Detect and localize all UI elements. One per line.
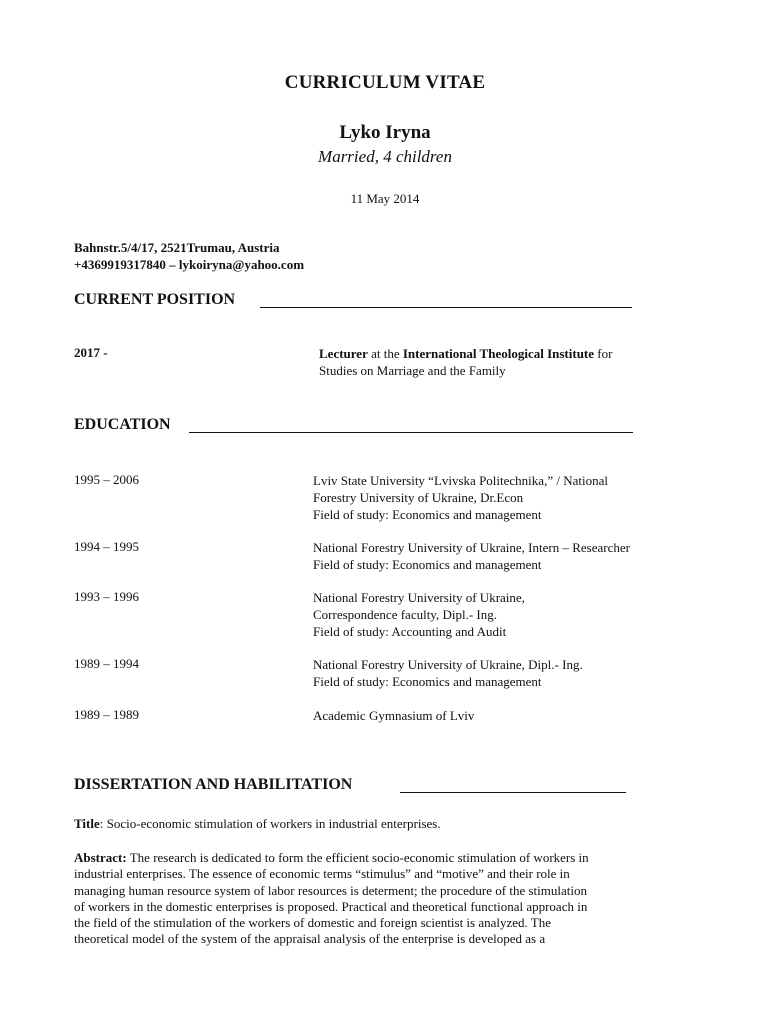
education-period: 1989 – 1989 <box>74 707 139 722</box>
education-line: National Forestry University of Ukraine, <box>313 590 525 605</box>
title-text: : Socio-economic stimulation of workers in industrial enterprises. <box>99 816 441 831</box>
document-date: 11 May 2014 <box>350 191 420 206</box>
education-period: 1994 – 1995 <box>74 539 139 554</box>
position-for: for <box>594 346 613 361</box>
abstract-line: theoretical model of the system of the appraisal analysis of the enterprise is developed as a <box>74 931 546 947</box>
position-institution: International Theological Institute <box>402 346 595 361</box>
position-description <box>319 345 612 379</box>
section-rule <box>260 307 632 308</box>
person-name: Lyko Iryna <box>339 122 431 143</box>
education-description <box>313 472 608 523</box>
abstract-line: the field of the stimulation of the workers of domestic and foreign scientist is analyzed. The <box>74 915 552 931</box>
document-title: CURRICULUM VITAE <box>284 72 486 93</box>
education-line: Lviv State University “Lvivska Politechnika,” / National <box>313 473 608 488</box>
education-line: Field of study: Accounting and Audit <box>313 624 507 639</box>
section-rule <box>189 432 633 433</box>
education-period: 1993 – 1996 <box>74 589 139 604</box>
education-line: Field of study: Economics and management <box>313 507 542 522</box>
abstract-line: of workers in the domestic enterprises is proposed. Practical and theoretical functional approach in <box>74 898 588 914</box>
education-description <box>313 656 583 690</box>
education-line: Forestry University of Ukraine, Dr.Econ <box>313 490 524 505</box>
abstract-line: managing human resource system of labor resources is determent; the procedure of the stimulation <box>74 882 587 898</box>
address: Bahnstr.5/4/17, 2521Trumau, Austria <box>74 240 280 255</box>
education-line: National Forestry University of Ukraine, Intern – Researcher <box>313 540 630 555</box>
education-description <box>313 539 630 573</box>
abstract-line: industrial enterprises. The essence of economic terms “stimulus” and “motive” and their role in <box>74 866 570 882</box>
position-at: at the <box>367 346 403 361</box>
education-line: Field of study: Economics and management <box>313 674 542 689</box>
current-position-heading: CURRENT POSITION <box>74 291 236 308</box>
education-description <box>313 707 474 724</box>
section-rule <box>400 792 626 793</box>
dissertation-abstract <box>74 850 694 948</box>
position-period: 2017 - <box>74 345 108 360</box>
education-period: 1989 – 1994 <box>74 656 139 671</box>
education-period: 1995 – 2006 <box>74 472 139 487</box>
title-label: Title <box>74 816 100 831</box>
abstract-line: The research is dedicated to form the efficient socio-economic stimulation of workers in <box>126 850 589 865</box>
marital-status: Married, 4 children <box>318 147 452 166</box>
education-line: Field of study: Economics and management <box>313 557 542 572</box>
abstract-label: Abstract: <box>74 850 127 865</box>
education-line: National Forestry University of Ukraine, Dipl.- Ing. <box>313 657 583 672</box>
position-line2: Studies on Marriage and the Family <box>319 363 506 378</box>
dissertation-heading: DISSERTATION AND HABILITATION <box>74 776 353 793</box>
education-heading: EDUCATION <box>74 416 171 433</box>
position-role: Lecturer <box>319 346 368 361</box>
education-line: Academic Gymnasium of Lviv <box>313 708 475 723</box>
phone-email: +4369919317840 – lykoiryna@yahoo.com <box>74 257 305 272</box>
education-description <box>313 589 525 640</box>
dissertation-title <box>74 816 694 832</box>
education-line: Correspondence faculty, Dipl.- Ing. <box>313 607 497 622</box>
